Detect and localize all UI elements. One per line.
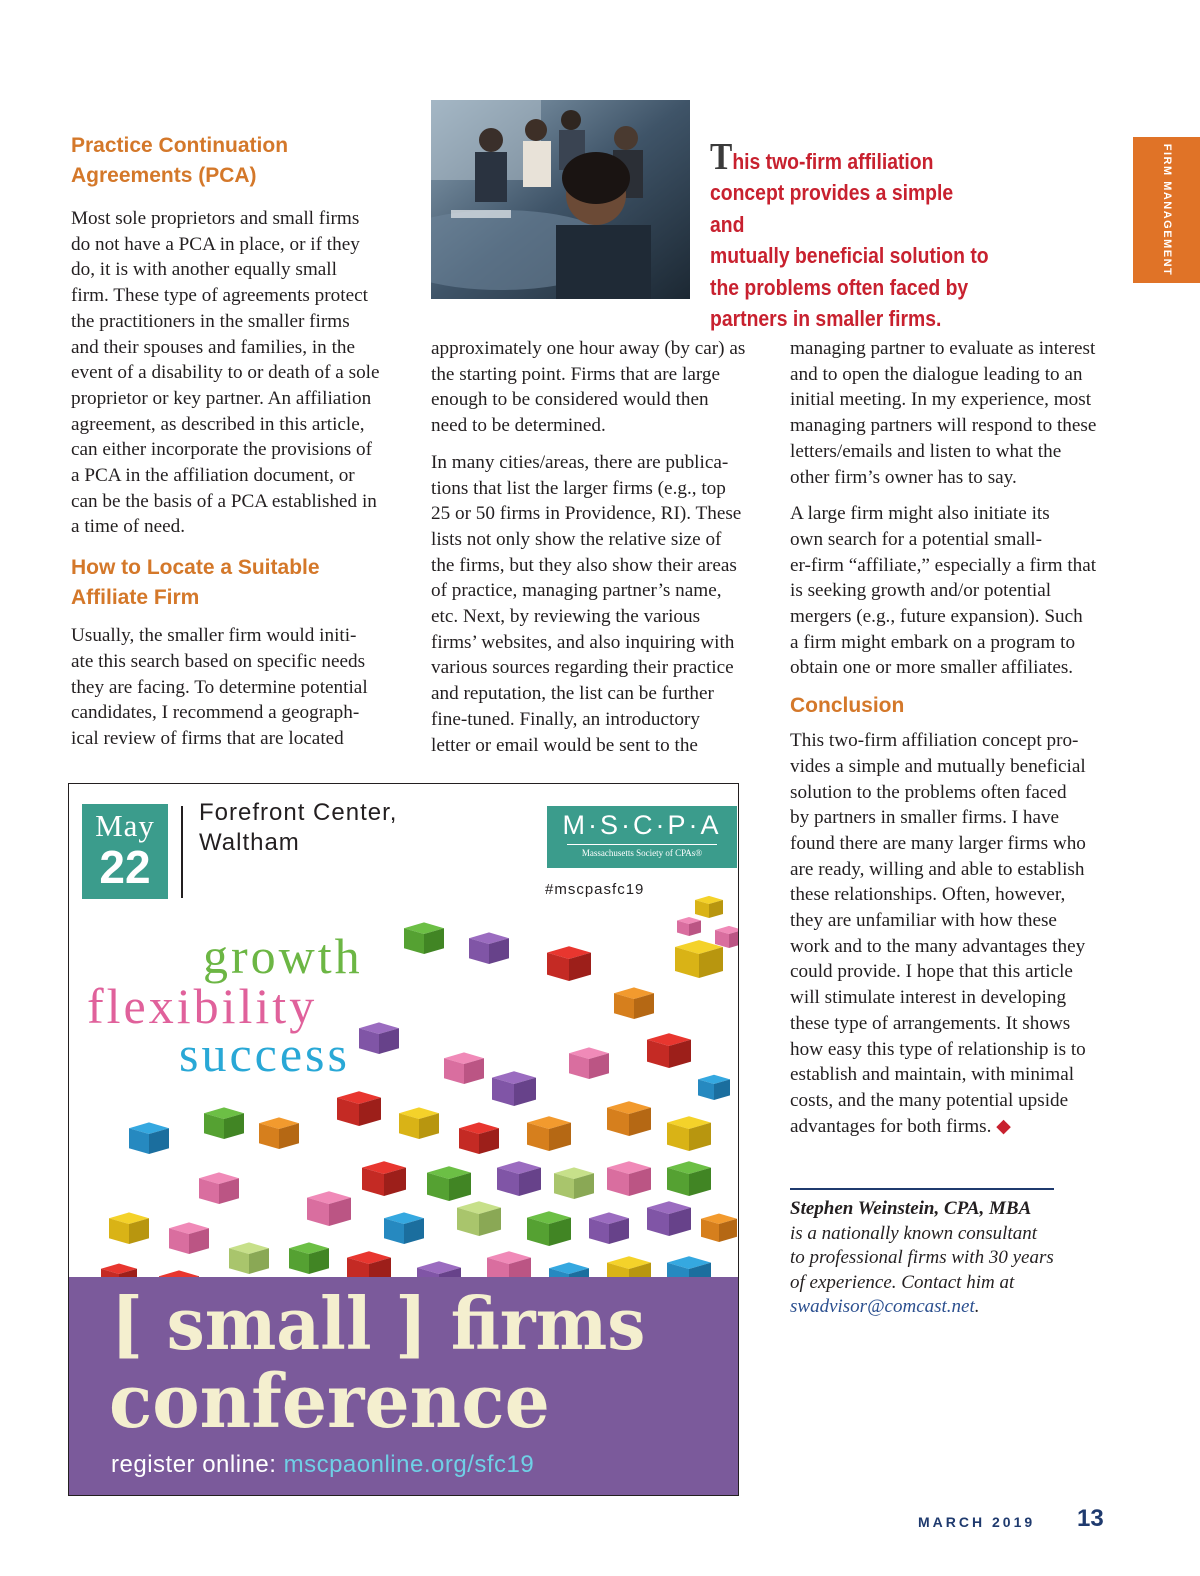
paragraph-locate: Usually, the smaller firm would initi- ate this search based on specific needs they are facing. To determine potential candidates, I recommend a geograph- ical review of firms that are located [71, 625, 368, 749]
ad-word-growth: growth [203, 928, 363, 984]
paragraph-distance: approximately one hour away (by car) as the starting point. Firms that are large enough to be considered would then need to be determined. [431, 338, 746, 437]
ad-title-band [69, 1277, 738, 1495]
conference-ad[interactable] [68, 783, 739, 1496]
heading-conclusion: Conclusion [790, 694, 905, 718]
heading-locate-affiliate: How to Locate a Suitable Affiliate Firm [71, 556, 320, 610]
section-tab [1133, 137, 1200, 283]
paragraph-pca: Most sole proprietors and small firms do not have a PCA in place, or if they do, it is with another equally small firm. These type of agreements protect the practitioners in the smaller firms and their spouses and families, in the event of a disability to or death of a sole proprietor or key partner. An affiliation agreement, as described in this article, can either incorporate the provisions of a PCA in the affiliation document, or can be the basis of a PCA established in a time of need. [71, 208, 380, 538]
ad-cubes-graphic [69, 784, 738, 1284]
footer-issue-date: MARCH 2019 [918, 1514, 1036, 1530]
ad-title-line2: conference [109, 1359, 550, 1445]
author-email-link[interactable]: swadvisor@comcast.net [790, 1296, 975, 1317]
column-middle [431, 336, 771, 758]
heading-pca: Practice Continuation Agreements (PCA) [71, 134, 289, 187]
ad-register-link[interactable]: mscpaonline.org/sfc19 [283, 1451, 535, 1478]
ad-venue: Forefront Center, Waltham [199, 799, 398, 856]
meeting-photo-illustration [431, 100, 690, 299]
bio-divider [790, 1188, 1054, 1190]
author-bio [790, 1197, 1090, 1320]
end-mark-icon: ◆ [996, 1115, 1011, 1137]
paragraph-large-firm: A large firm might also initiate its own search for a potential small- er-firm “affiliate,” especially a firm that is seeking growth and/or potential mergers (e.g., future expansion). Such a firm might embark on a program to obtain one or more smaller affiliates. [790, 503, 1097, 679]
pull-quote [710, 136, 992, 334]
mscpa-logo-text: M·S·C·P·A [562, 810, 722, 840]
ad-register-label: register online: [111, 1451, 284, 1478]
ad-date-month: May [95, 808, 155, 843]
author-bio-text: is a nationally known consultant to professional firms with 30 years of experience. Contact him at [790, 1222, 1054, 1293]
ad-date-day: 22 [99, 841, 151, 893]
footer-page-number: 13 [1077, 1505, 1104, 1532]
author-bio-period: . [974, 1296, 980, 1317]
section-tab-label: FIRM MANAGEMENT [1160, 143, 1173, 277]
conclusion-text: This two-firm affiliation concept pro- vides a simple and mutually beneficial solution to the problems often faced by partners in smaller firms. I have found there are many larger firms who are ready, willing and able to establish these relationships. Often, however, they are unfamiliar with how these work and to the many advantages they could provide. I hope that this article will stimulate interest in developing these type of arrangements. It shows how easy this type of relationship is to establish and maintain, with minimal costs, and the many potential upside advantages for both firms. [790, 730, 1086, 1137]
ad-hashtag: #mscpasfc19 [545, 881, 645, 898]
mscpa-logo-subtext: Massachusetts Society of CPAs® [581, 848, 703, 858]
ad-word-flexibility: flexibility [87, 978, 318, 1034]
ad-word-success: success [179, 1026, 350, 1082]
meeting-photo [431, 100, 690, 299]
ad-title-line1: [ small ] firms [111, 1281, 646, 1366]
column-right [790, 336, 1135, 1139]
paragraph-conclusion [790, 728, 1135, 1139]
paragraph-managing-partner: managing partner to evaluate as interest and to open the dialogue leading to an initial meeting. In my experience, most managing partners will respond to these letters/emails and listen to what the other firm’s owner has to say. [790, 338, 1097, 488]
author-name: Stephen Weinstein, CPA, MBA [790, 1198, 1032, 1219]
column-left [71, 131, 416, 752]
ad-register [111, 1451, 534, 1479]
paragraph-publications: In many cities/areas, there are publica- tions that list the larger firms (e.g., top 25 or 50 firms in Providence, RI). These lists not only show the relative size of the firms, but they also show their areas of practice, managing partner’s name, etc. Next, by reviewing the various firms’ websites, and also inquiring with various sources regarding their practice and reputation, the list can be further fine-tuned. Finally, an introductory letter or email would be sent to the [431, 451, 742, 756]
pull-quote-text: his two-firm affiliation concept provides a simple and mutually beneficial solution to the problems often faced by partners in smaller firms. [710, 149, 989, 332]
pull-quote-dropcap: T [710, 136, 733, 178]
